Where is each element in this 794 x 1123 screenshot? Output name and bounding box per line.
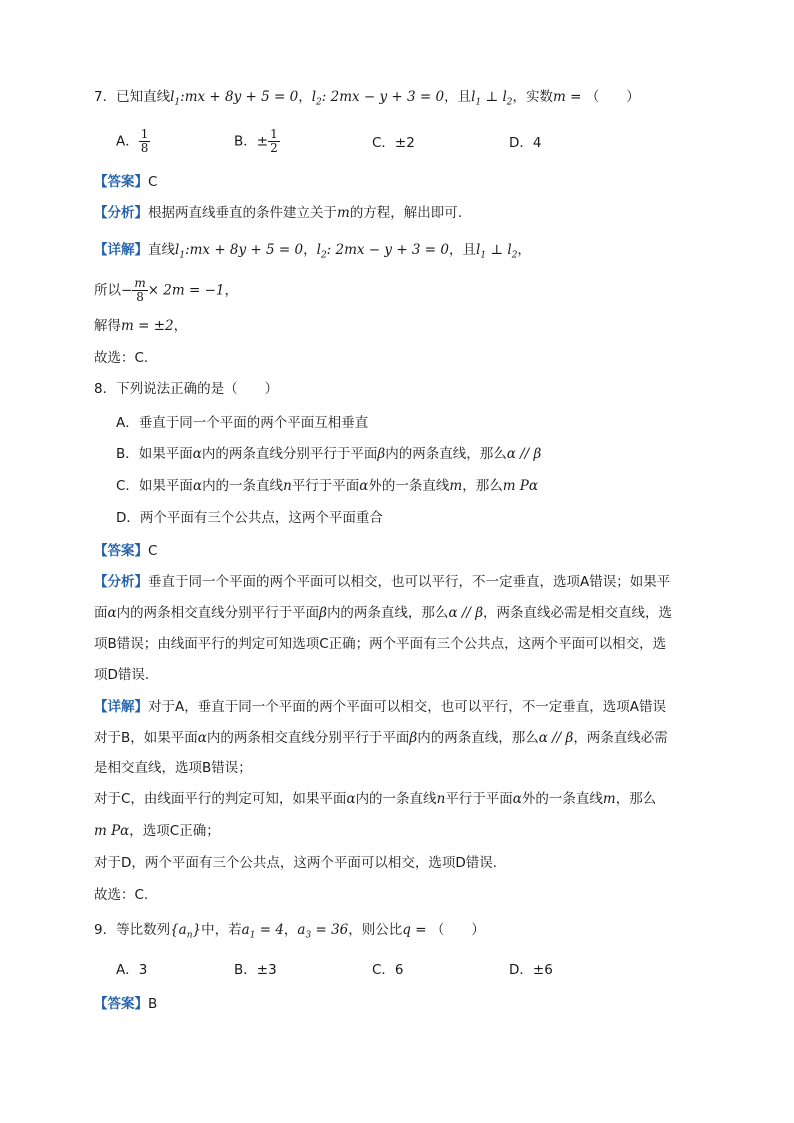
q8-option-b: B．如果平面α内的两条直线分别平行于平面β内的两条直线，那么α // β: [116, 446, 542, 462]
q7-detail: 【详解】直线$l_1:mx + 8y + 5 = 0$，$l_2$: 2mx − y + 3 = 0，且$l_1$ ⊥ $l_2$，: [94, 242, 531, 261]
q9-option-d: D．±6: [509, 962, 553, 978]
q7-answer: 【答案】C: [94, 174, 158, 190]
q9-option-c: C．6: [372, 962, 404, 978]
q8-analysis-line-1: 【分析】垂直于同一个平面的两个平面可以相交，也可以平行，不一定垂直，选项A错误；如果平: [94, 574, 671, 590]
q8-option-d: D．两个平面有三个公共点，这两个平面重合: [116, 510, 383, 526]
q7-step-1: 所以− $\frac{m}{8}$ × 2m = −1，: [94, 276, 238, 304]
q9-answer: 【答案】B: [94, 996, 158, 1012]
q9-option-a: A．3: [116, 962, 148, 978]
q8-analysis-line-4: 项D错误.: [94, 667, 150, 683]
q7-step-2: 解得m = ±2，: [94, 318, 188, 334]
q7-option-d: D．4: [509, 135, 542, 151]
q7-analysis: 【分析】根据两直线垂直的条件建立关于m的方程，解出即可.: [94, 205, 463, 221]
q8-answer: 【答案】C: [94, 543, 158, 559]
q7-stem: 7．已知直线$l_1:mx + 8y + 5 = 0$，$l_2$: 2mx − y + 3 = 0，且$l_1$ ⊥ $l_2$，实数m = （ ）: [94, 89, 640, 108]
q8-detail-line-6: 对于D，两个平面有三个公共点，这两个平面可以相交，选项D错误.: [94, 855, 498, 871]
fraction: $\frac{m}{8}$: [134, 276, 146, 304]
q8-analysis-line-2: 面α内的两条相交直线分别平行于平面β内的两条直线，那么α // β，两条直线必需是相交直线，选: [94, 605, 673, 621]
q9-stem: 9．等比数列$\{a_n\}$中，若$a_1 = 4$，$a_3 = 36$，则公比q = （ ）: [94, 922, 485, 941]
q8-stem: 8．下列说法正确的是（ ）: [94, 381, 279, 397]
fraction: $\frac{1}{2}$: [270, 127, 278, 155]
q8-option-a: A．垂直于同一个平面的两个平面互相垂直: [116, 415, 369, 431]
q8-detail-line-4: 对于C，由线面平行的判定可知，如果平面α内的一条直线n平行于平面α外的一条直线m，那么: [94, 791, 657, 807]
q7-option-a: A． $\frac{1}{8}$: [116, 127, 149, 155]
q8-option-c: C．如果平面α内的一条直线n平行于平面α外的一条直线m，那么m Pα: [116, 478, 538, 494]
q8-conclusion: 故选：C.: [94, 887, 149, 903]
q7-option-c: C．±2: [372, 135, 415, 151]
q7-option-b: B．± $\frac{1}{2}$: [234, 127, 278, 155]
q8-detail-line-2: 对于B，如果平面α内的两条相交直线分别平行于平面β内的两条直线，那么α // β，两条直线必需: [94, 730, 668, 746]
fraction: $\frac{1}{8}$: [140, 127, 149, 155]
q8-detail-line-1: 【详解】对于A，垂直于同一个平面的两个平面可以相交，也可以平行，不一定垂直，选项A错误: [94, 699, 666, 715]
q8-detail-line-3: 是相交直线，选项B错误；: [94, 760, 252, 776]
q8-analysis-line-3: 项B错误；由线面平行的判定可知选项C正确；两个平面有三个公共点，这两个平面可以相交，选: [94, 636, 667, 652]
q7-conclusion: 故选：C.: [94, 350, 149, 366]
q9-option-b: B．±3: [234, 962, 277, 978]
q8-detail-line-5: m Pα，选项C正确；: [94, 823, 220, 839]
